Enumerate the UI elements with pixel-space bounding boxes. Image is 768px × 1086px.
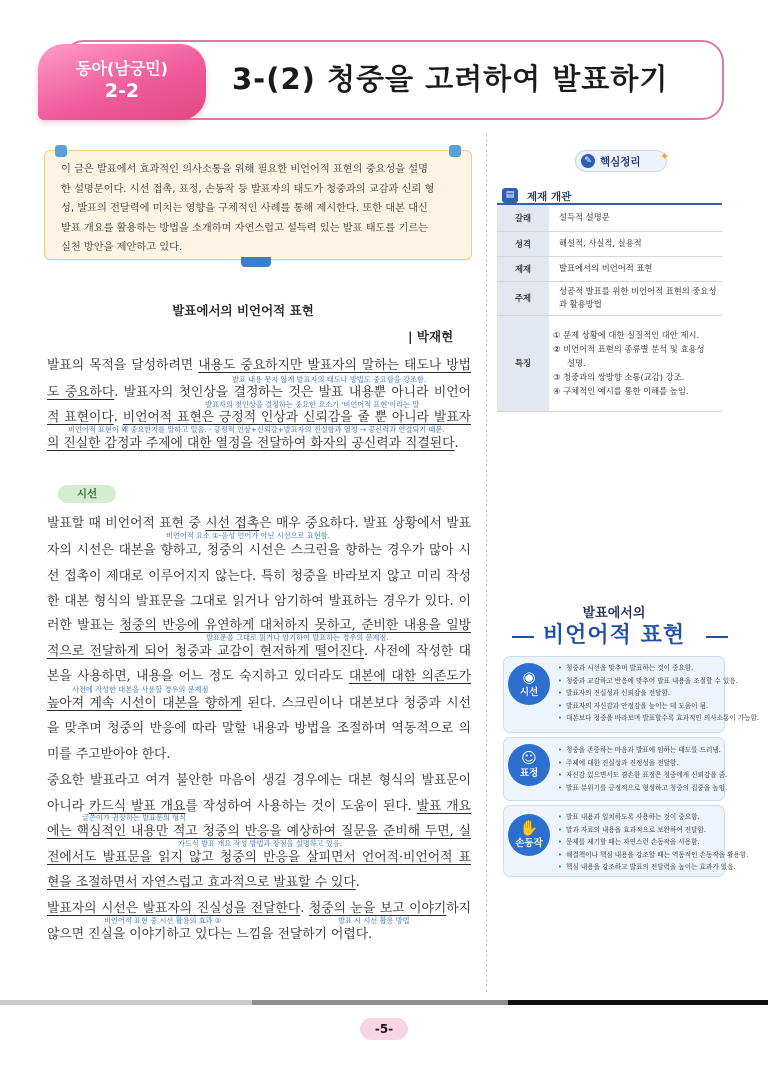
annotation: 비언어적 표현 중 시선 활용의 효과 ① [104, 916, 222, 925]
intro-line: 실천 방안을 제안하고 있다. [61, 242, 183, 253]
intro-line: 발표 개요를 활용하는 방법을 소개하며 자연스럽고 설득력 있는 발표 태도를 기르는 [61, 222, 428, 234]
bulb-icon: ✎ [581, 154, 595, 168]
infographic-section-gaze [503, 656, 760, 733]
text-line: 발표자의 시선은 발표자의 진실성을 전달한다. 청중의 눈을 보고 이야기하지 [47, 901, 471, 916]
book-icon: ▤ [502, 188, 518, 203]
text-line: 러한 발표는 청중의 반응에 유연하게 대처하지 못하고, 준비한 내용을 일방 [47, 618, 471, 633]
feature-item: ③ 청중과의 쌍방향 소통(교감) 강조. [553, 372, 685, 382]
annotation: 비언어적 표현이 왜 중요한지를 말하고 있음. - 긍정적 인상+신뢰감+발표자의 진실함과 열정 → 공신력과 연결되기 때문. [68, 425, 445, 434]
text-line: 높아져 계속 시선이 대본을 향하게 된다. 스크린이나 대본보다 청중과 시선 [47, 696, 471, 711]
infographic-title: 비언어적 표현 [542, 623, 686, 648]
text-line: 전에서도 발표문을 읽지 않고 청중의 반응을 살피면서 언어적·비언어적 표 [47, 850, 471, 865]
text-line: 발표할 때 비언어적 표현 중 시선 접촉은 매우 중요하다. 발표 상황에서 발표 [47, 516, 471, 531]
section-list [558, 744, 728, 794]
column-divider [486, 134, 487, 992]
table-value: 해설적, 사실적, 실용적 [549, 231, 722, 256]
text-line: 본을 사용하면, 내용을 어느 정도 숙지하고 있더라도 대본에 대한 의존도가 [47, 669, 471, 684]
text-line: 미를 주고받아야 한다. [47, 747, 171, 762]
infographic-subtitle: 발표에서의 [582, 606, 646, 621]
text-line: 발표의 목적을 달성하려면 내용도 중요하지만 발표자의 말하는 태도나 방법 [47, 358, 472, 373]
text-line: 않으면 진실을 이야기하고 있다는 느낌을 전달하기 어렵다. [47, 927, 373, 942]
section-name: 표정 [519, 768, 539, 779]
list-item: • 청중을 존중하는 마음과 발표에 임하는 태도를 드러냄. [558, 744, 720, 757]
table-row [497, 281, 722, 315]
smile-icon: ☺ 표정 [508, 744, 550, 786]
table-value: 성공적 발표를 위한 비언어적 표현의 중요성과 활용방법 [549, 281, 722, 315]
text-line: 한 대본 형식의 발표문을 그대로 읽거나 암기하여 발표하는 경우가 있다. 이 [47, 594, 471, 609]
textbook-grade: 2-2 [104, 80, 140, 102]
intro-line: 이 글은 발표에서 효과적인 의사소통을 위해 필요한 비언어적 표현의 중요성을 설명 [61, 164, 428, 175]
feature-item: ② 비언어적 표현의 종류별 분석 및 효용성 [553, 344, 705, 354]
intro-line: 성, 발표의 전달력에 미치는 영향을 구체적인 사례를 통해 제시한다. 또한 대본 대신 [61, 203, 428, 214]
key-points-header [575, 150, 670, 172]
section-name: 시선 [519, 687, 539, 698]
section-label-gaze: 시선 [58, 485, 116, 503]
overview-heading-label: 제재 개관 [527, 191, 572, 203]
list-item: • 발표자의 진실성과 신뢰감을 전달함. [558, 687, 720, 700]
list-item: • 핵심 내용을 강조하고 발표의 전달력을 높이는 효과가 있음. [558, 861, 720, 874]
table-key: 주제 [497, 281, 549, 315]
binder-tab-icon [449, 145, 461, 157]
intro-line: 한 설명문이다. 시선 접촉, 표정, 손동작 등 발표자의 태도가 청중과의 교감과 신뢰 형 [61, 183, 435, 195]
text-line: 자의 시선은 대본을 향하고, 청중의 시선은 스크린을 향하는 경우가 많아 시 [47, 543, 471, 558]
list-item: • 대본보다 청중을 바라보며 발표할수록 효과적인 의사소통이 가능함. [558, 712, 720, 725]
text-line: 을 맞추며 청중의 반응에 따라 말할 내용과 방법을 조절하며 역동적으로 의 [47, 721, 471, 736]
list-item: • 발표 내용과 일치하도록 사용하는 것이 중요함. [558, 811, 720, 824]
table-key: 특징 [497, 315, 549, 411]
intro-summary-box [44, 150, 472, 260]
list-item: • 발표 분위기를 긍정적으로 형성하고 청중의 집중을 높임. [558, 782, 720, 795]
table-value: 발표에서의 비언어적 표현 [549, 256, 722, 281]
features-list [549, 315, 722, 411]
article-author: | 박재현 [408, 329, 454, 344]
text-line: 중요한 발표라고 여겨 불안한 마음이 생길 경우에는 대본 형식의 발표문이 [47, 773, 471, 788]
annotation: 비언어적 요소 ①-음성 언어가 아닌 시선으로 표현함. [166, 531, 330, 540]
table-value: 설득적 설명문 [549, 205, 722, 231]
textbook-publisher: 동아(남궁민) [76, 59, 168, 78]
text-line: 현을 조절하면서 자연스럽고 효과적으로 발표할 수 있다. [47, 875, 360, 890]
feature-item: ① 문제 상황에 대한 실질적인 대안 제시. [553, 330, 700, 340]
annotation: 카드식 발표 개요 작성 방법과 장점을 설명하고 있음. [178, 839, 343, 848]
list-item: • 청중과 교감하고 반응에 맞추어 발표 내용을 조절할 수 있음. [558, 675, 720, 688]
list-item: • 해결책이나 핵심 내용을 강조할 때는 역동적인 손동작을 활용함. [558, 849, 720, 862]
table-key: 갈래 [497, 205, 549, 231]
text-line: 도 중요하다. 발표자의 첫인상을 결정하는 것은 발표 내용뿐 아니라 비언어 [47, 385, 471, 400]
text-line: 적 표현이다. 비언어적 표현은 긍정적 인상과 신뢰감을 줄 뿐 아니라 발표자 [47, 410, 471, 425]
intro-text [61, 160, 453, 258]
list-item: • 주제에 대한 진실성과 진정성을 전달함. [558, 757, 720, 770]
section-list [558, 662, 760, 725]
section-list [558, 811, 749, 874]
sparkle-icon: ✦ [660, 150, 670, 163]
annotation: 글쓴이가 권장하는 발표문의 형식 [82, 813, 187, 822]
text-line: 아니라 카드식 발표 개요를 작성하여 사용하는 것이 도움이 된다. 발표 개요 [47, 799, 472, 814]
infographic-section-gesture [503, 805, 749, 877]
table-key: 성격 [497, 231, 549, 256]
infographic-section-expression [503, 737, 728, 801]
text-line: 적으로 전달하게 되어 청중과 교감이 현저하게 떨어진다. 사전에 작성한 대 [47, 644, 471, 659]
table-row [497, 315, 722, 411]
annotation: 발표자의 첫인상을 결정하는 중요한 요소가 '비언어적 표현'이라는 말 [205, 400, 420, 409]
annotation: 발표 시 시선 활용 방법 [338, 916, 410, 925]
table-row [497, 231, 722, 256]
list-item: • 발표자의 자신감과 안정감을 높이는 데 도움이 됨. [558, 700, 720, 713]
table-row [497, 205, 722, 231]
page-title: 3-(2) 청중을 고려하여 발표하기 [232, 62, 669, 96]
text-line: 의 진실한 감정과 주제에 대한 열정을 전달하여 화자의 공신력과 직결된다. [47, 436, 459, 451]
feature-item: ④ 구체적인 예시를 통한 이해를 높임. [553, 386, 689, 396]
section-name: 손동작 [515, 838, 543, 849]
list-item: • 말과 자료의 내용을 효과적으로 보완하여 전달함. [558, 824, 720, 837]
eye-icon: ◉ 시선 [508, 663, 550, 705]
footer-bar [0, 1000, 252, 1005]
footer-bar [252, 1000, 508, 1005]
annotation: 사전에 작성한 대본을 사용할 경우의 문제점 [72, 685, 209, 694]
table-row [497, 256, 722, 281]
feature-item: 설명. [567, 358, 586, 368]
annotation: 발표 내용 못지 않게 발표자의 태도나 방법도 중요함을 강조함. [232, 375, 427, 384]
list-item: • 자신감 있으면서도 겸손한 표정은 청중에게 신뢰감을 줌. [558, 769, 720, 782]
annotation: 발표문을 그대로 읽거나 암기하여 발표하는 경우의 문제점. [206, 633, 389, 642]
text-line: 선 접촉이 제대로 이루어지지 않는다. 특히 청중을 바라보지 않고 미리 작성 [47, 569, 471, 584]
page-number: -5- [360, 1018, 408, 1040]
key-points-label: 핵심정리 [600, 156, 641, 168]
text-line: 에는 핵심적인 내용만 적고 청중의 반응을 예상하여 질문을 준비해 두면, 실 [47, 824, 471, 839]
overview-table [497, 205, 722, 412]
binder-tab-icon [55, 145, 67, 157]
list-item: • 청중과 시선을 맞추며 발표하는 것이 중요함. [558, 662, 720, 675]
article-title: 발표에서의 비언어적 표현 [172, 303, 314, 318]
hand-icon: ✋ 손동작 [508, 814, 550, 856]
list-item: • 문제를 제기할 때는 자연스런 손동작을 사용함. [558, 836, 720, 849]
footer-bar [508, 1000, 768, 1005]
table-key: 제재 [497, 256, 549, 281]
textbook-badge [38, 44, 206, 120]
